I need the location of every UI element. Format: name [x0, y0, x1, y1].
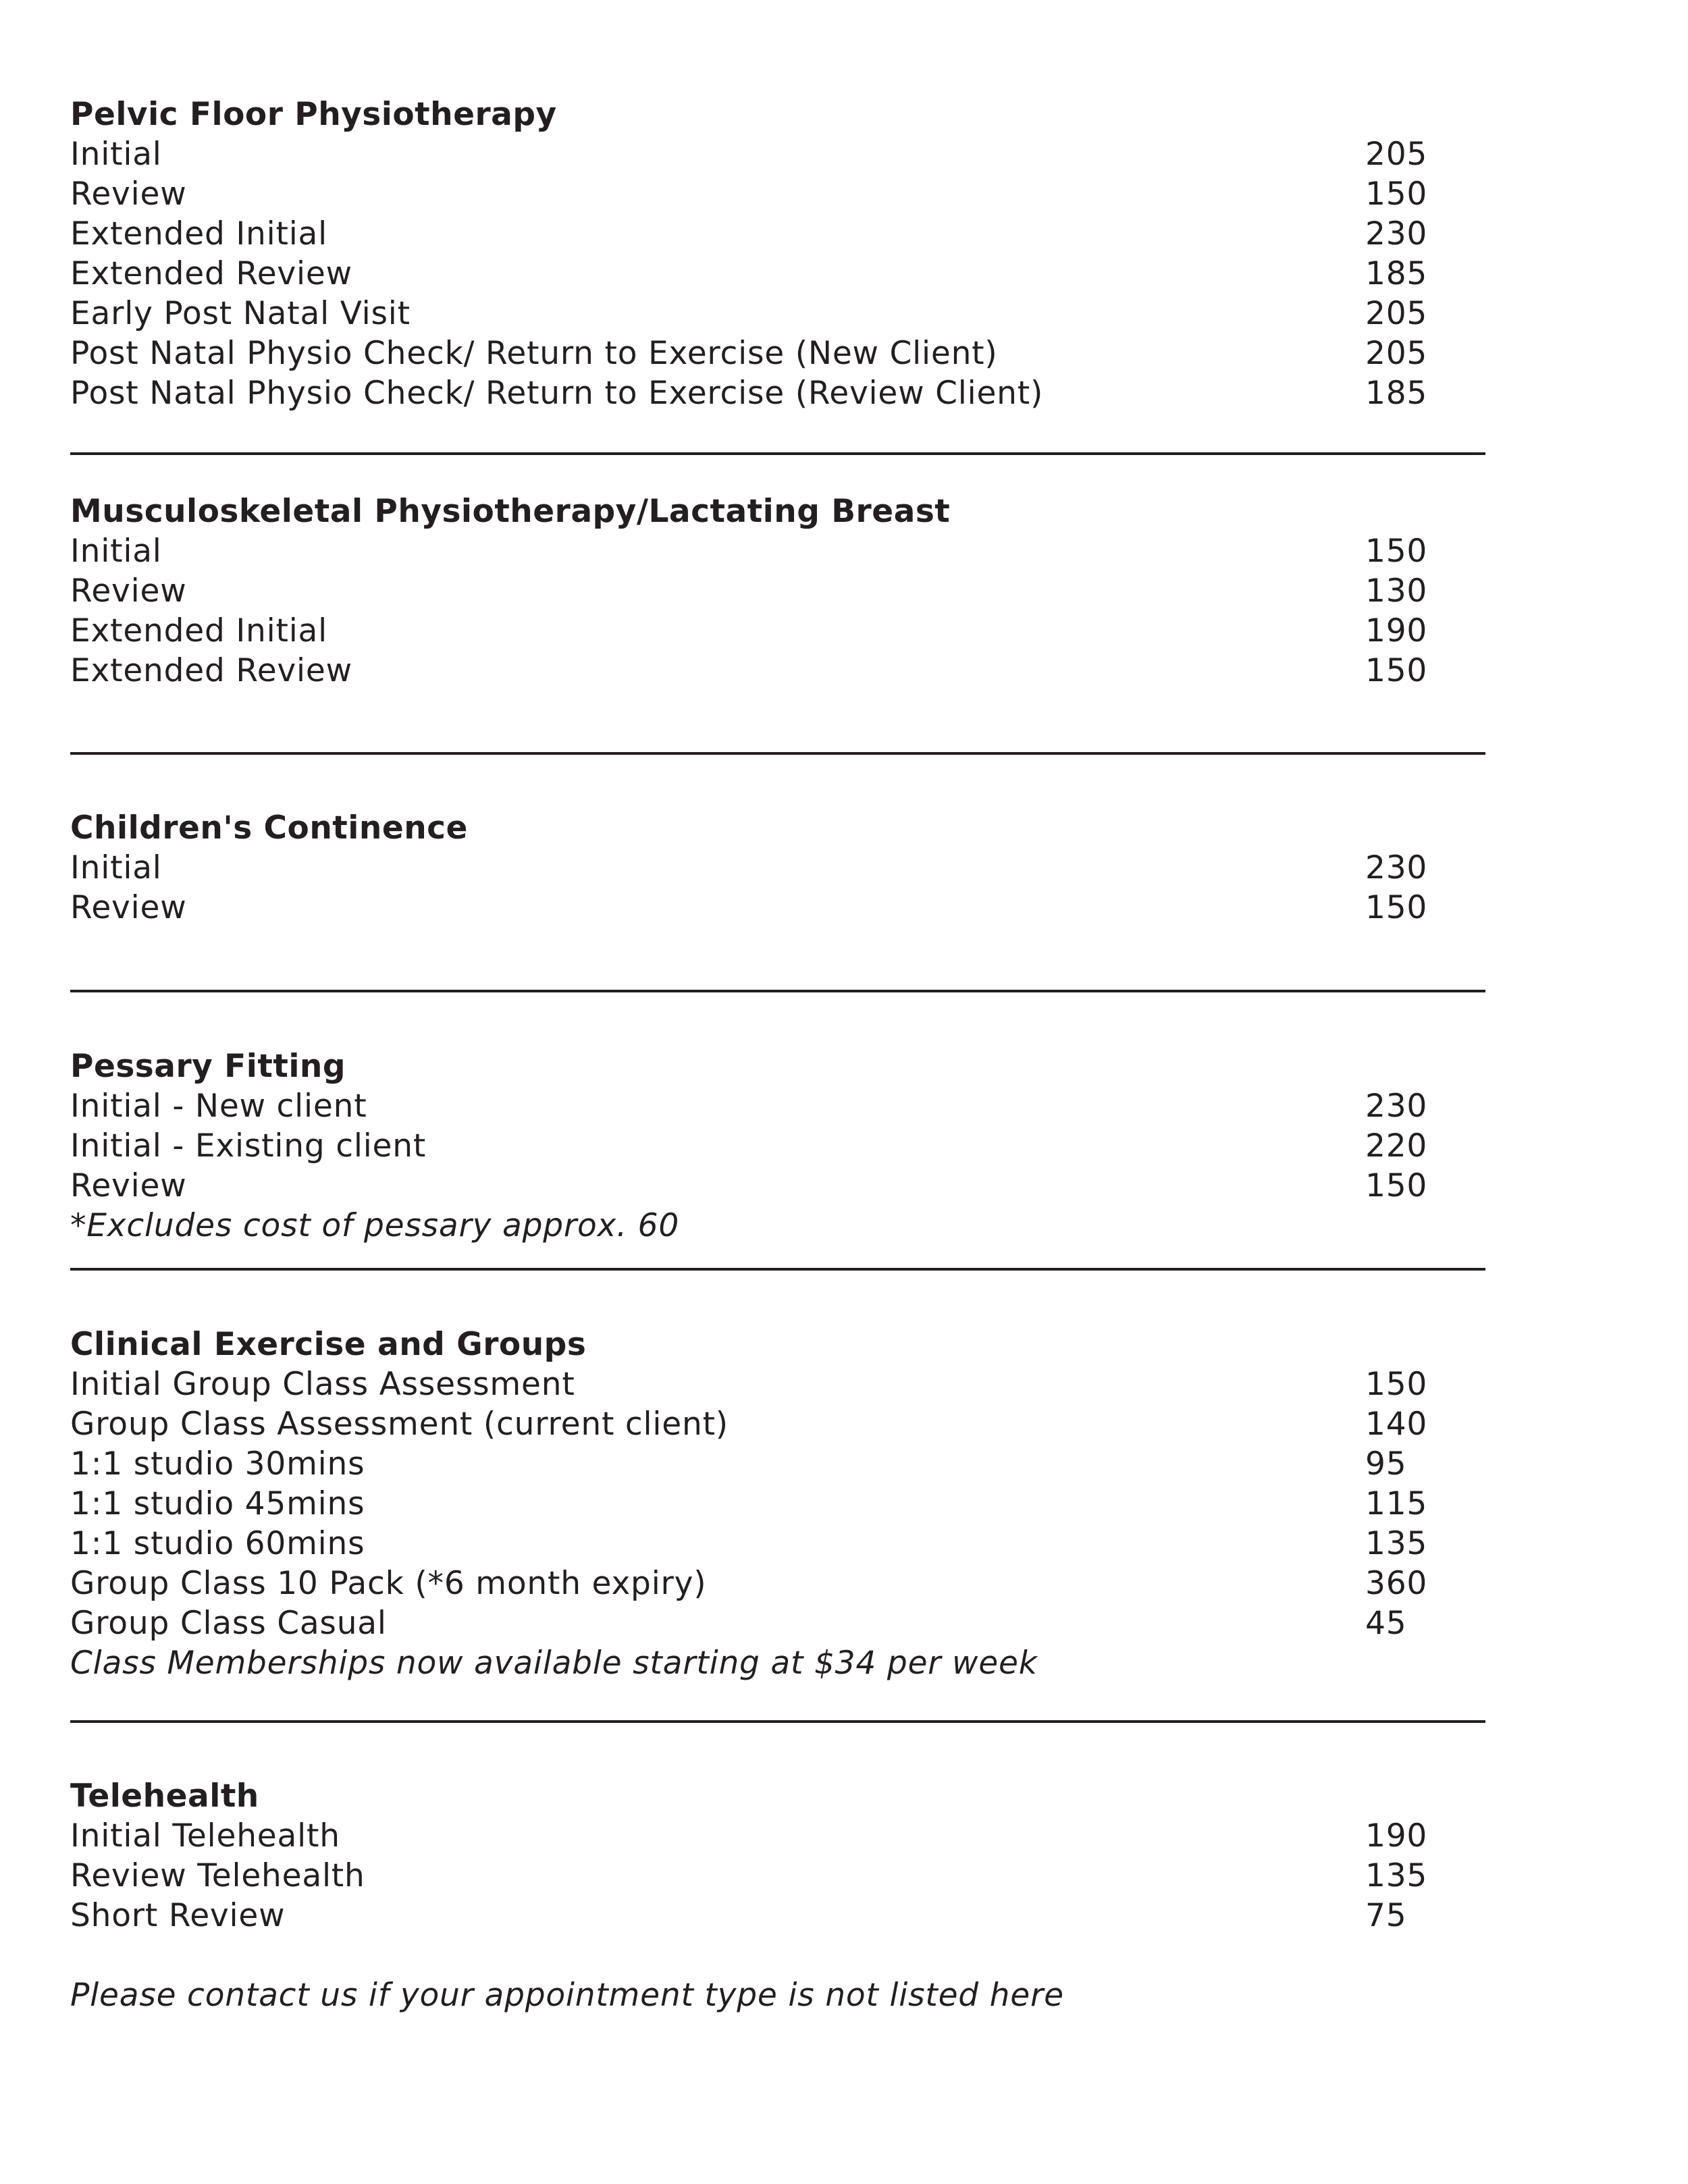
service-price: 115	[1365, 1485, 1428, 1522]
service-label: Initial	[70, 849, 162, 886]
service-price: 205	[1365, 295, 1428, 332]
section-divider	[70, 452, 1485, 455]
service-price: 190	[1365, 1817, 1428, 1855]
service-price: 150	[1365, 652, 1428, 689]
price-row	[70, 1856, 1485, 1896]
section-title: Musculoskeletal Physiotherapy/Lactating Breast	[70, 493, 951, 530]
section-divider	[70, 1720, 1485, 1723]
service-price: 150	[1365, 1366, 1428, 1403]
service-label: Extended Initial	[70, 612, 328, 649]
price-row	[70, 1364, 1485, 1404]
price-row	[70, 1086, 1485, 1126]
service-price: 185	[1365, 375, 1428, 412]
service-price: 150	[1365, 1167, 1428, 1204]
price-row	[70, 1166, 1485, 1206]
service-price: 205	[1365, 136, 1428, 173]
service-price: 135	[1365, 1525, 1428, 1562]
section-title: Clinical Exercise and Groups	[70, 1326, 587, 1363]
price-row	[70, 571, 1485, 611]
price-row	[70, 651, 1485, 691]
price-row	[70, 134, 1485, 174]
service-label: Review	[70, 1167, 187, 1204]
service-price: 140	[1365, 1406, 1428, 1443]
service-label: 1:1 studio 60mins	[70, 1525, 365, 1562]
service-label: Initial Group Class Assessment	[70, 1366, 575, 1403]
price-row	[70, 1816, 1485, 1856]
price-row	[70, 294, 1485, 334]
price-row	[70, 1896, 1485, 1936]
service-label: Extended Initial	[70, 215, 328, 252]
service-price: 75	[1365, 1897, 1407, 1934]
service-label: Initial	[70, 533, 162, 570]
price-row	[70, 334, 1485, 373]
section-divider	[70, 1268, 1485, 1271]
price-row	[70, 611, 1485, 651]
price-row	[70, 888, 1485, 928]
service-price: 45	[1365, 1605, 1407, 1642]
price-row	[70, 214, 1485, 254]
service-price: 190	[1365, 612, 1428, 649]
service-label: Extended Review	[70, 255, 352, 292]
service-label: Group Class 10 Pack (*6 month expiry)	[70, 1565, 707, 1602]
price-row	[70, 1126, 1485, 1166]
price-row	[70, 373, 1485, 413]
section-pelvic-floor	[70, 95, 1485, 413]
service-label: Review	[70, 889, 187, 926]
price-row	[70, 1564, 1485, 1603]
section-childrens-continence	[70, 808, 1485, 928]
service-label: Group Class Casual	[70, 1605, 387, 1642]
service-label: 1:1 studio 30mins	[70, 1445, 365, 1483]
service-label: Initial - New client	[70, 1088, 367, 1125]
service-label: Extended Review	[70, 652, 352, 689]
price-row	[70, 1603, 1485, 1643]
service-label: 1:1 studio 45mins	[70, 1485, 365, 1522]
service-price: 150	[1365, 533, 1428, 570]
service-label: Review Telehealth	[70, 1857, 365, 1894]
service-label: Group Class Assessment (current client)	[70, 1406, 729, 1443]
service-price: 205	[1365, 335, 1428, 372]
service-label: Post Natal Physio Check/ Return to Exercise (New Client)	[70, 335, 998, 372]
price-row	[70, 1484, 1485, 1524]
service-price: 360	[1365, 1565, 1428, 1602]
service-label: Review	[70, 176, 187, 213]
section-musculoskeletal	[70, 491, 1485, 691]
service-label: Initial	[70, 136, 162, 173]
section-note: Class Memberships now available starting at $34 per week	[70, 1645, 1038, 1682]
service-price: 220	[1365, 1127, 1428, 1165]
section-title: Children's Continence	[70, 809, 468, 847]
service-price: 230	[1365, 215, 1428, 252]
service-label: Post Natal Physio Check/ Return to Exercise (Review Client)	[70, 375, 1044, 412]
service-price: 150	[1365, 176, 1428, 213]
price-row	[70, 848, 1485, 888]
service-price: 150	[1365, 889, 1428, 926]
service-price: 130	[1365, 572, 1428, 610]
price-row	[70, 531, 1485, 571]
service-label: Initial Telehealth	[70, 1817, 340, 1855]
price-row	[70, 1444, 1485, 1484]
section-title: Telehealth	[70, 1778, 259, 1815]
service-label: Early Post Natal Visit	[70, 295, 411, 332]
service-label: Review	[70, 572, 187, 610]
price-row	[70, 1524, 1485, 1564]
service-price: 95	[1365, 1445, 1407, 1483]
service-price: 230	[1365, 1088, 1428, 1125]
service-label: Short Review	[70, 1897, 286, 1934]
price-row	[70, 254, 1485, 294]
price-row	[70, 174, 1485, 214]
section-clinical-exercise	[70, 1325, 1485, 1683]
service-price: 135	[1365, 1857, 1428, 1894]
footer-note: Please contact us if your appointment type is not listed here	[70, 1977, 1064, 2014]
section-telehealth	[70, 1776, 1485, 1936]
section-divider	[70, 990, 1485, 992]
service-label: Initial - Existing client	[70, 1127, 427, 1165]
section-pessary-fitting	[70, 1046, 1485, 1246]
service-price: 185	[1365, 255, 1428, 292]
section-title: Pessary Fitting	[70, 1048, 346, 1085]
service-price: 230	[1365, 849, 1428, 886]
section-divider	[70, 752, 1485, 755]
section-note: *Excludes cost of pessary approx. 60	[70, 1207, 680, 1244]
section-title: Pelvic Floor Physiotherapy	[70, 96, 557, 133]
price-row	[70, 1404, 1485, 1444]
